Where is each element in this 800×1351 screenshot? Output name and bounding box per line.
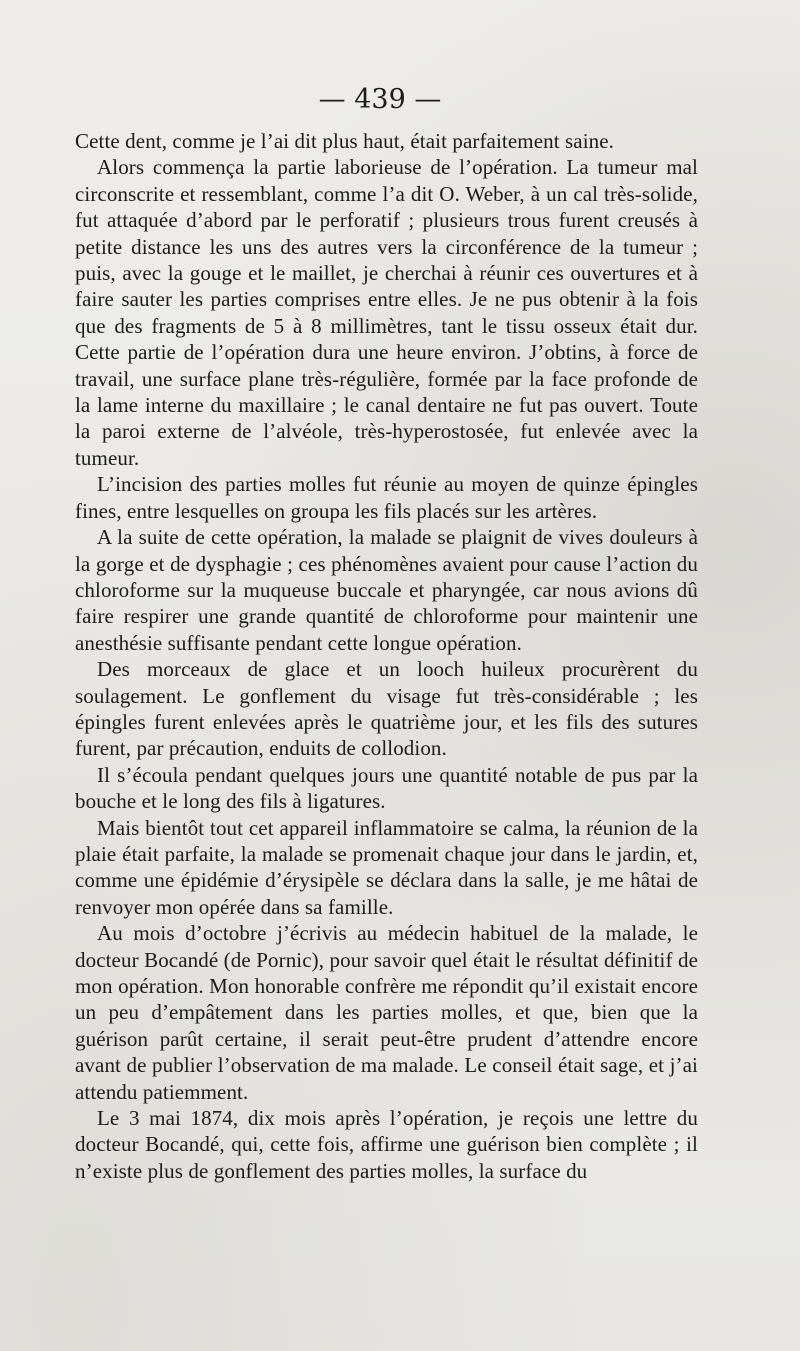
paragraph: Cette dent, comme je l’ai dit plus haut, était parfaitement saine. [75, 129, 615, 153]
paragraph: A la suite de cette opération, la malade se plaignit de vives douleurs à la gorge et de dysphagie ; ces phénomènes avaient pour cause l’action du chloroforme sur la muqueuse buccale et pharyngée, car nous avions dû faire respirer une grande quantité de chloroforme pour maintenir une anesthésie suffisante pendant cette longue opération. [75, 525, 698, 655]
paragraph: L’incision des parties molles fut réunie au moyen de quinze épingles fines, entre lesquelles on groupa les fils placés sur les artères. [75, 472, 698, 523]
paragraph: Des morceaux de glace et un looch huileux procurèrent du soulagement. Le gonflement du visage fut très-considérable ; les épingles furent enlevées après le quatrième jour, et les fils des sutures furent, par précaution, enduits de collodion. [75, 657, 698, 761]
paragraph: Il s’écoula pendant quelques jours une quantité notable de pus par la bouche et le long des fils à ligatures. [75, 762, 698, 814]
page-number: — 439 — [318, 84, 442, 115]
paragraph: Au mois d’octobre j’écrivis au médecin habituel de la malade, le docteur Bocandé (de Pornic), pour savoir quel était le résultat définitif de mon opération. Mon honorable confrère me répondit qu’il existait encore un peu d’empâtement dans les parties molles, et que, bien que la guérison parût certaine, il serait peut-être prudent d’attendre encore avant de publier l’observation de ma malade. Le conseil était sage, et j’ai attendu patiemment. [75, 921, 698, 1104]
body-text [75, 128, 698, 1184]
paragraph: Mais bientôt tout cet appareil inflammatoire se calma, la réunion de la plaie était parfaite, la malade se promenait chaque jour dans le jardin, et, comme une épidémie d’érysipèle se déclara dans la salle, je me hâtai de renvoyer mon opérée dans sa famille. [75, 815, 698, 919]
paragraph: Le 3 mai 1874, dix mois après l’opération, je reçois une lettre du docteur Bocandé, qui, cette fois, affirme une guérison bien complète ; il n’existe plus de gonflement des parties molles, la surface du [75, 1106, 698, 1183]
paragraph: Alors commença la partie laborieuse de l’opération. La tumeur mal circonscrite et ressemblant, comme l’a dit O. Weber, à un cal très-solide, fut attaquée d’abord par le perforatif ; plusieurs trous furent creusés à petite distance les uns des autres vers la circonférence de la tumeur ; puis, avec la gouge et le maillet, je cherchai à réunir ces ouvertures et à faire sauter les parties comprises entre elles. Je ne pus obtenir à la fois que des fragments de 5 à 8 millimètres, tant le tissu osseux était dur. Cette partie de l’opération dura une heure environ. J’obtins, à force de travail, une surface plane très-régulière, formée par la face profonde de la lame interne du maxillaire ; le canal dentaire ne fut pas ouvert. Toute la paroi externe de l’alvéole, très-hyperostosée, fut enlevée avec la tumeur. [75, 155, 698, 470]
